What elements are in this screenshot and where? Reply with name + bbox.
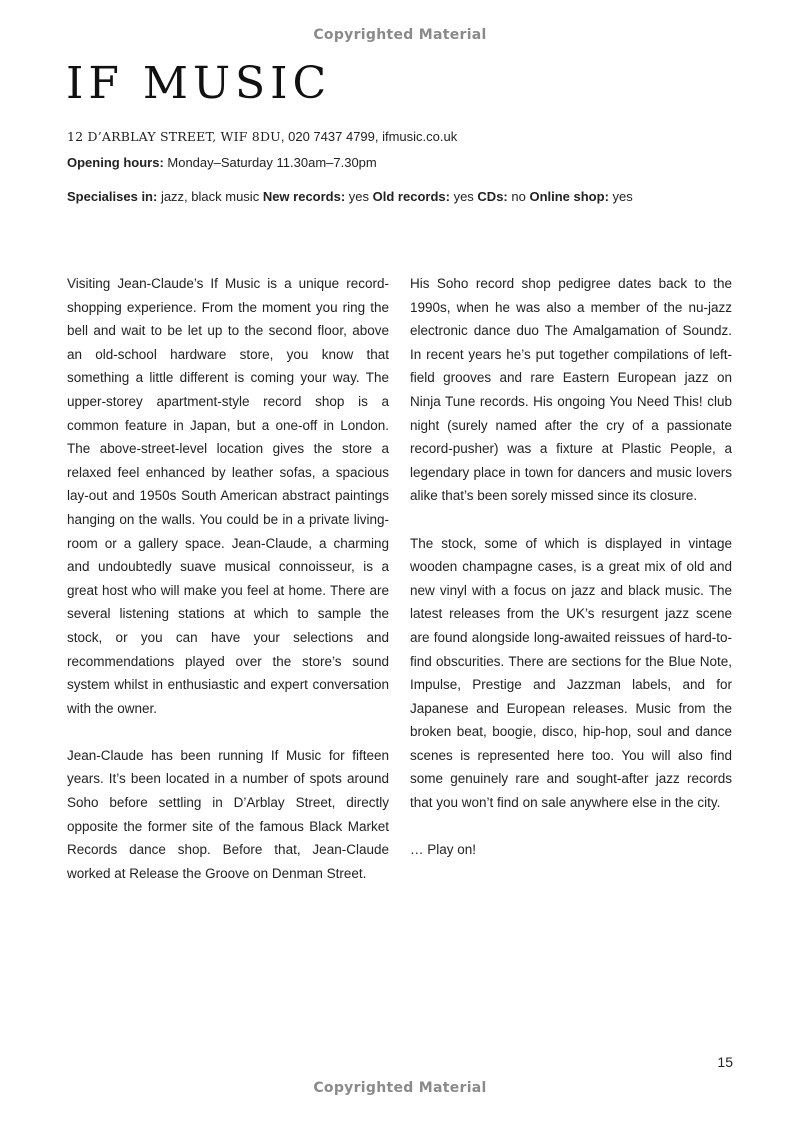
specialises-label: Specialises in: xyxy=(67,189,158,204)
online-shop-value: yes xyxy=(608,189,633,204)
address-line xyxy=(67,129,457,144)
shop-address: 12 D’ARBLAY STREET, WIF 8DU xyxy=(67,129,281,144)
opening-hours xyxy=(67,155,377,170)
body-paragraph: Visiting Jean-Claude’s If Music is a unique record-shopping experience. From the moment you ring the bell and wait to be let up to the second floor, above an old-school hardware store, you know that something a little different is coming your way. The upper-storey apartment-style record shop is a common feature in Japan, but a one-off in London. The above-street-level location gives the store a relaxed feel enhanced by leather sofas, a spacious lay-out and 1950s South American abstract paintings hanging on the walls. You could be in a private living-room or a gallery space. Jean-Claude, a charming and undoubtedly suave musical connoisseur, is a great host who will make you feel at home. There are several listening stations at which to sample the stock, or you can have your selections and recommendations played over the store’s sound system whilst in enthusiastic and expert conversation with the owner. xyxy=(67,276,389,716)
watermark-top: Copyrighted Material xyxy=(313,27,487,43)
shop-title: IF MUSIC xyxy=(66,58,332,109)
opening-hours-label: Opening hours: xyxy=(67,155,164,170)
online-shop-label: Online shop: xyxy=(529,189,609,204)
body-column-right xyxy=(410,272,732,885)
old-records-label: Old records: xyxy=(372,189,450,204)
specialises-line xyxy=(67,189,633,204)
body-paragraph: The stock, some of which is displayed in vintage wooden champagne cases, is a great mix of old and new vinyl with a focus on jazz and black music. The latest releases from the UK’s resurgent jazz scene are found alongside long-awaited reissues of hard-to-find obscurities. There are sections for the Blue Note, Impulse, Prestige and Jazzman labels, and for Japanese and European releases. Music from the broken beat, boogie, disco, hip-hop, soul and dance scenes is represented here too. You will also find some genuinely rare and sought-after jazz records that you won’t find on sale anywhere else in the city. xyxy=(410,535,732,811)
old-records-value: yes xyxy=(449,189,478,204)
new-records-label: New records: xyxy=(262,189,346,204)
body-paragraph: Jean-Claude has been running If Music for fifteen years. It’s been located in a number of spots around Soho before settling in D’Arblay Street, directly opposite the former site of the famous Black Market Records dance shop. Before that, Jean-Claude worked at Release the Groove on Denman Street. xyxy=(67,747,389,881)
body-paragraph: His Soho record shop pedigree dates back to the 1990s, when he was also a member of the nu-jazz electronic dance duo The Amalgamation of Soundz. In recent years he’s put together compilations of left-field grooves and rare Eastern European jazz on Ninja Tune records. His ongoing You Need This! club night (surely named after the cry of a passionate record-pusher) was a fixture at Plastic People, a legendary place in town for dancers and music lovers alike that’s been sorely missed since its closure. xyxy=(410,276,732,504)
cds-value: no xyxy=(507,189,530,204)
specialises-value: jazz, black music xyxy=(157,189,263,204)
shop-contact: , 020 7437 4799, ifmusic.co.uk xyxy=(280,129,458,144)
body-column-left xyxy=(67,272,389,909)
new-records-value: yes xyxy=(345,189,373,204)
opening-hours-value: Monday–Saturday 11.30am–7.30pm xyxy=(163,155,377,170)
page-number: 15 xyxy=(717,1054,733,1070)
body-paragraph: … Play on! xyxy=(410,842,477,858)
cds-label: CDs: xyxy=(477,189,508,204)
watermark-bottom: Copyrighted Material xyxy=(313,1080,487,1096)
